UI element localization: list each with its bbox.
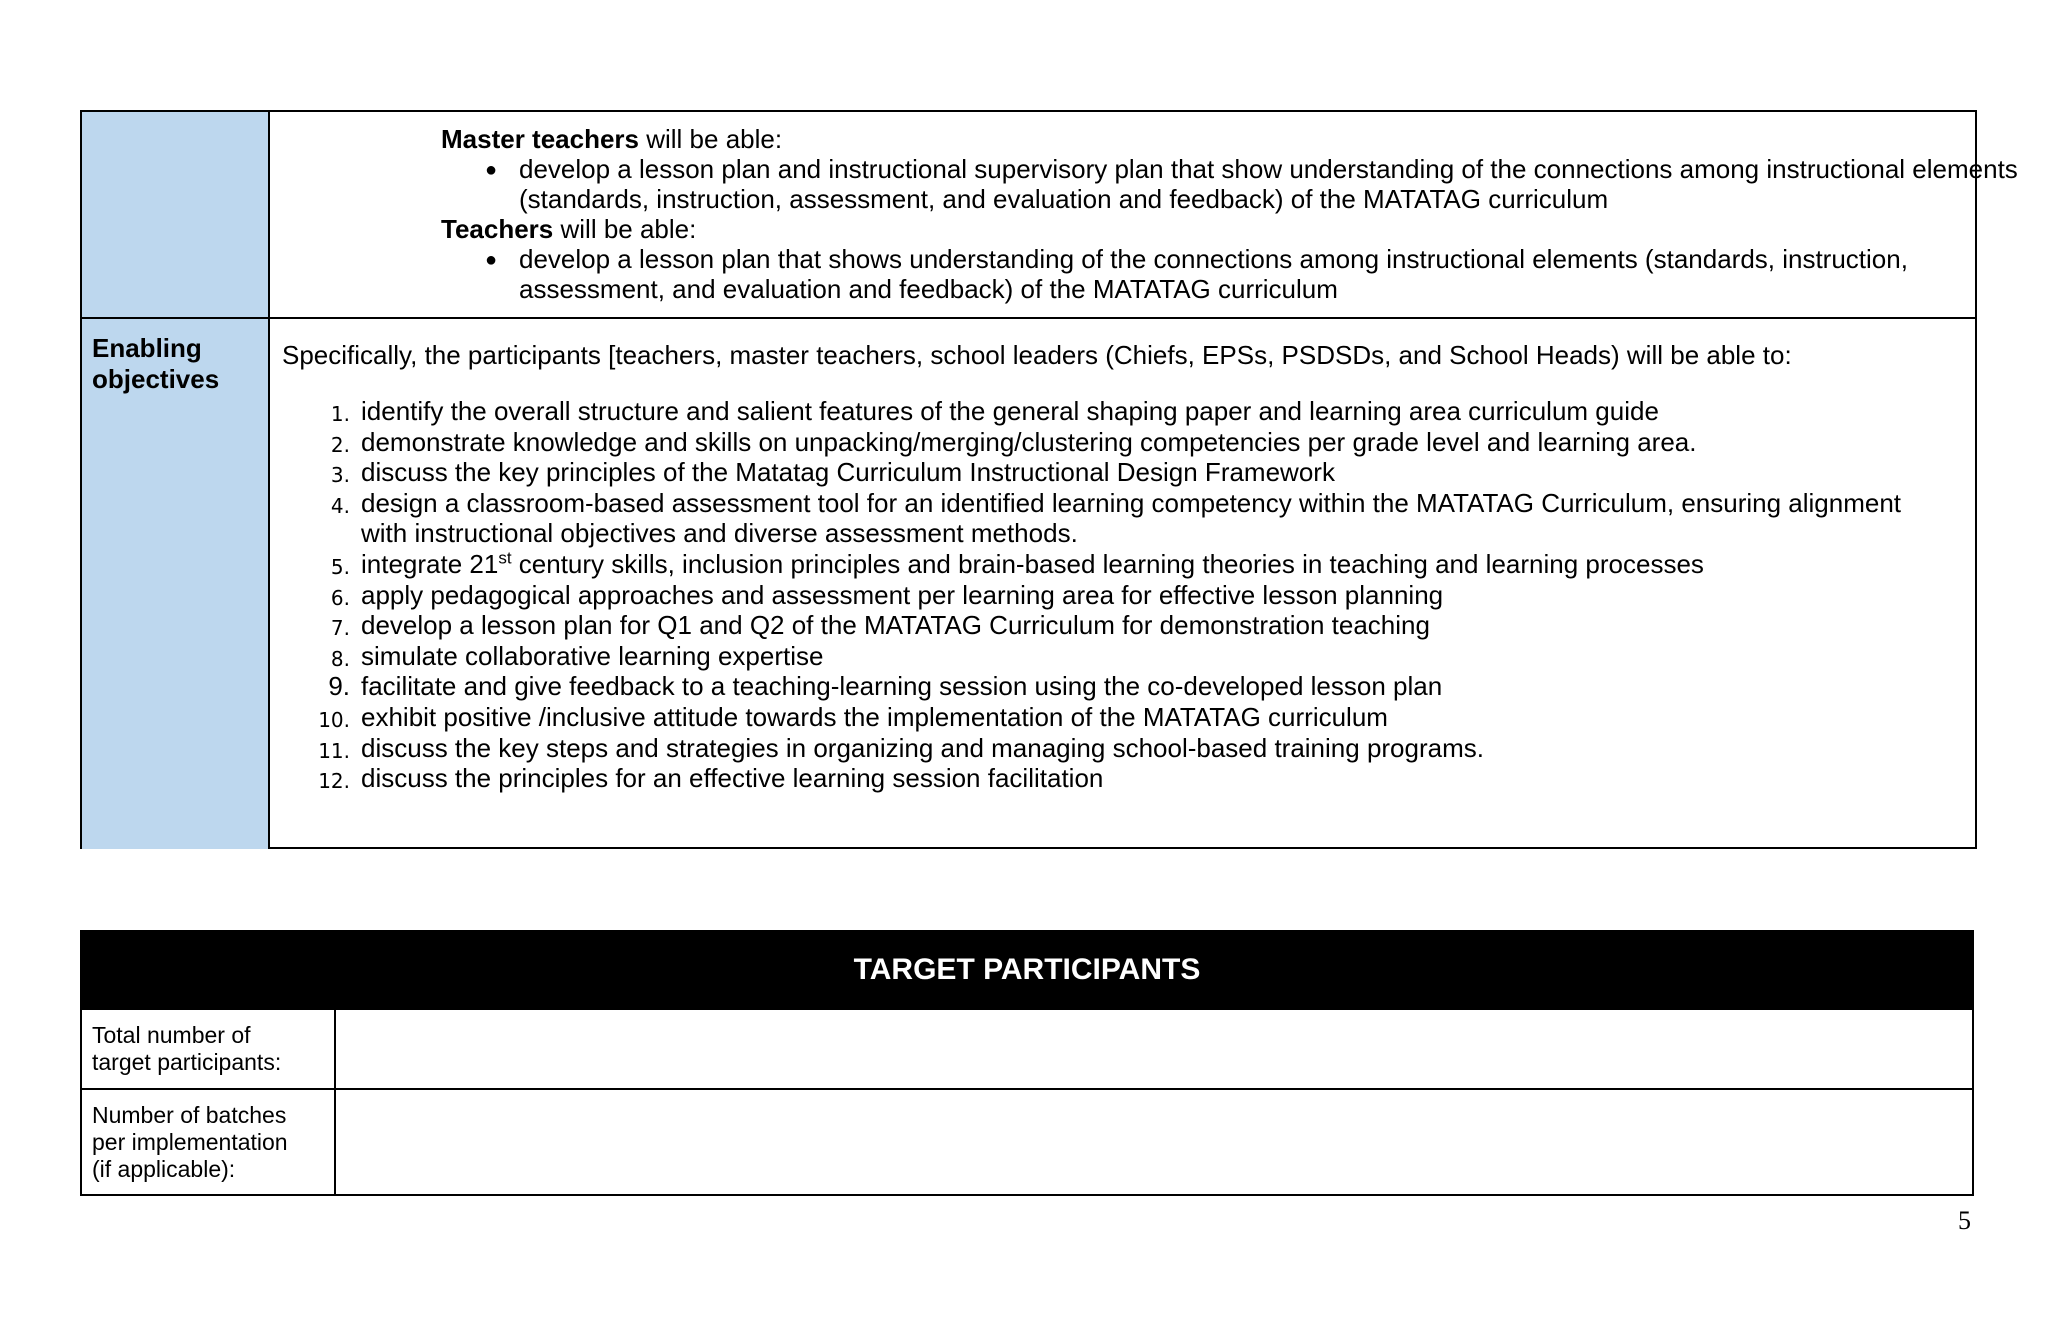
list-item: 1. identify the overall structure and salient features of the general shaping paper and learning area curriculum guide bbox=[330, 396, 1659, 426]
row-label-cell-enabling-objectives bbox=[82, 319, 270, 849]
list-item: 11. discuss the key steps and strategies in organizing and managing school-based training programs. bbox=[318, 732, 1484, 763]
list-item: 10. exhibit positive /inclusive attitude towards the implementation of the MATATAG curriculum bbox=[318, 701, 1388, 732]
terminal-objectives-content bbox=[270, 112, 2018, 317]
objectives-list bbox=[270, 396, 1975, 794]
bullet-icon: ● bbox=[485, 159, 498, 181]
list-item: 6. apply pedagogical approaches and assessment per learning area for effective lesson planning bbox=[330, 579, 1444, 610]
list-item: 8. simulate collaborative learning expertise bbox=[330, 640, 824, 671]
list-item: 9. facilitate and give feedback to a teaching-learning session using the co-developed lesson plan bbox=[328, 671, 1443, 702]
list-item: 2. demonstrate knowledge and skills on unpacking/merging/clustering competencies per grade level and learning area. bbox=[330, 426, 1697, 457]
total-participants-value bbox=[336, 1010, 1972, 1090]
list-item: 12. discuss the principles for an effective learning session facilitation bbox=[318, 763, 1104, 794]
number-of-batches-label: Number of batches per implementation (if applicable): bbox=[92, 1102, 288, 1182]
table-row bbox=[82, 1088, 1972, 1196]
master-teachers-item: develop a lesson plan and instructional supervisory plan that show understanding of the connections among instructional elements bbox=[519, 154, 2018, 184]
teachers-item: develop a lesson plan that shows understanding of the connections among instructional elements (standards, instruction, bbox=[519, 244, 1908, 274]
objectives-table bbox=[80, 110, 2018, 849]
bullet-icon: ● bbox=[485, 249, 498, 271]
number-of-batches-value bbox=[336, 1090, 1972, 1196]
list-item: 3. discuss the key principles of the Matatag Curriculum Instructional Design Framework bbox=[330, 457, 1335, 488]
target-participants-header: TARGET PARTICIPANTS bbox=[82, 932, 1972, 1008]
total-participants-label: Total number of target participants: bbox=[92, 1022, 282, 1075]
target-participants-table bbox=[80, 930, 1974, 1196]
master-teachers-heading: Master teachers will be able: bbox=[441, 124, 783, 154]
enabling-objectives-content bbox=[270, 319, 1975, 847]
master-teachers-item-cont: (standards, instruction, assessment, and evaluation and feedback) of the MATATAG curriculum bbox=[519, 184, 1609, 214]
page-number: 5 bbox=[1958, 1206, 1971, 1235]
objectives-intro: Specifically, the participants [teachers, master teachers, school leaders (Chiefs, EPSs, PSDSDs, and School Heads) will be able to: bbox=[282, 340, 1792, 370]
table-row bbox=[82, 1008, 1972, 1090]
enabling-objectives-label: Enabling objectives bbox=[92, 333, 220, 394]
list-item: 5. integrate 21st century skills, inclusion principles and brain-based learning theories in teaching and learning processes bbox=[330, 548, 1704, 579]
teachers-item-cont: assessment, and evaluation and feedback) of the MATATAG curriculum bbox=[519, 274, 1338, 304]
list-item: 7. develop a lesson plan for Q1 and Q2 of the MATATAG Curriculum for demonstration teaching bbox=[330, 610, 1430, 641]
row-label-cell-empty bbox=[82, 112, 270, 317]
teachers-heading: Teachers will be able: bbox=[441, 214, 697, 244]
list-item: 4. design a classroom-based assessment tool for an identified learning competency within the MATATAG Curriculum, ensuring alignment with instructional objectives and diverse assessment methods. bbox=[330, 487, 1902, 549]
